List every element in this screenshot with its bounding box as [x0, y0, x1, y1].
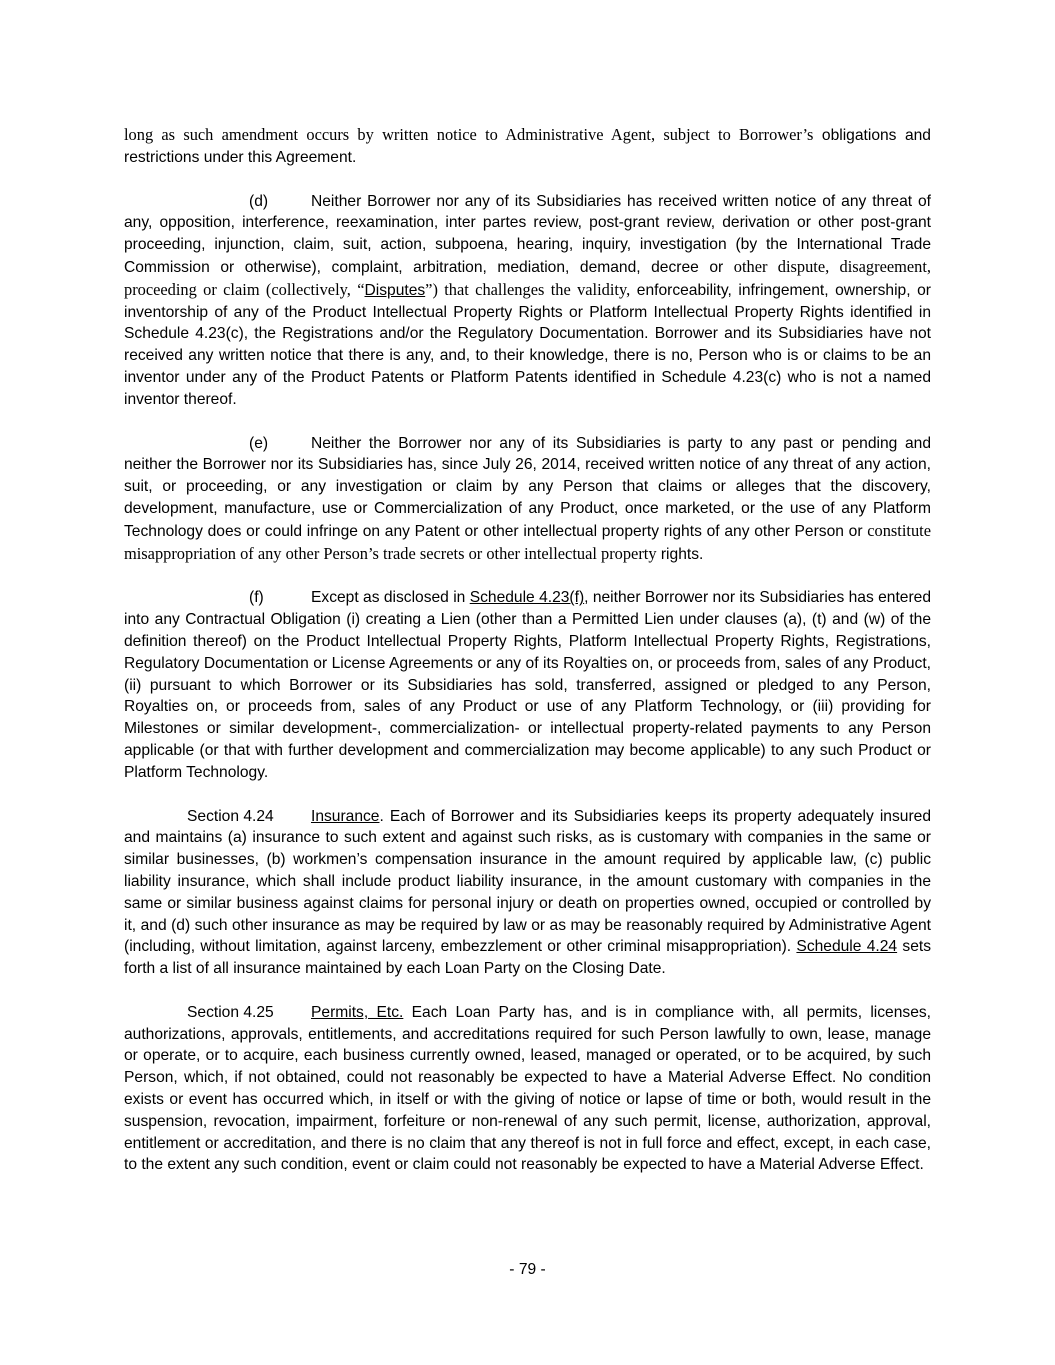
section-4-25-text: Each Loan Party has, and is in compliance with, all permits, licenses, authorizations, approvals, entitlements, and accreditations required for such Person lawfully to own, lease, manage or operate, or to acquire, each business currently owned, leased, managed or operated, or to be acquired, by such Person, which, if not obtained, could not reasonably be expected to have a Material Adverse Effect. No condition exists or event has occurred which, in itself or with the giving of notice or lapse of time or both, would result in the suspension, revocation, impairment, forfeiture or non-renewal of any such permit, license, authorization, approval, entitlement or accreditation, and there is no claim that any thereof is not in full force and effect, except, in each case, to the extent any such condition, event or claim could not reasonably be expected to have a Material Adverse Effect.: [124, 1003, 931, 1174]
schedule-4-24-reference: Schedule 4.24: [796, 938, 898, 956]
schedule-4-23f-reference: Schedule 4.23(f): [469, 589, 585, 607]
section-4-24-text-after: sets forth a list of all insurance maintained by each Loan Party on the Closing Date.: [124, 938, 932, 978]
section-4-24-text-before: . Each of Borrower and its Subsidiaries keeps its property adequately insured and maintains (a) insurance to such extent and against such risks, as is customary with companies in the same or similar businesses, (b) workmen’s compensation insurance in the amount required by applicable law, (c) public liability insurance, which shall include product liability insurance, in the amount customary with companies in the same or similar business against claims for personal injury or death on properties owned, occupied or controlled by it, and (d) such other insurance as may be required by law or as may be reasonably required by Administrative Agent (including, without limitation, against larceny, embezzlement or other criminal misappropriation).: [124, 807, 931, 956]
page-number: - 79 -: [509, 1261, 546, 1278]
item-e-text-after: rights.: [656, 545, 704, 563]
item-d-text-after: enforceability, infringement, ownership, or inventorship of any of the Product Intellectual Property Rights or Platform Intellectual Property Rights identified in Schedule 4.23(c), the Registrations and/or the Regulatory Documentation. Borrower and its Subsidiaries have not received any written notice that there is any, and, to their knowledge, there is no, Person who is or claims to be an inventor under any of the Product Patents or Platform Patents identified in Schedule 4.23(c) who is not a named inventor thereof.: [124, 281, 931, 408]
section-4-24-paragraph: [124, 806, 931, 980]
item-e-serif-text: constitute misappropriation of any other Person’s trade secrets or other intellectual property: [124, 520, 931, 563]
section-4-25-heading: Permits, Etc.: [311, 1003, 404, 1021]
item-d-serif-text-after: ”) that challenges the validity,: [425, 279, 631, 299]
item-f-text-after: , neither Borrower nor its Subsidiaries has entered into any Contractual Obligation (i) creating a Lien (other than a Permitted Lien under clauses (a), (t) and (w) of the definition thereof) on the Product Intellectual Property Rights, Platform Intellectual Property Rights, Registrations, Regulatory Documentation or License Agreements or any of its Royalties on, or proceeds from, sales of any Product, (ii) pursuant to which Borrower or its Subsidiaries has sold, transferred, assigned or pledged to any Person, Royalties on, or proceeds from, sales of any Product or use of any Platform Technology, or (iii) providing for Milestones or similar development-, commercialization- or intellectual property-related payments to any Person applicable (or that with further development and commercialization may become applicable) to any such Product or Platform Technology.: [124, 589, 931, 781]
item-f-label: (f): [249, 589, 264, 607]
item-f-text-before: Except as disclosed in: [311, 589, 470, 607]
section-4-25-label: Section 4.25: [187, 1003, 274, 1021]
section-4-24-heading: Insurance: [311, 807, 380, 825]
section-4-25-paragraph: [124, 1002, 931, 1176]
item-e-label: (e): [249, 434, 269, 452]
intro-paragraph: [124, 124, 931, 169]
item-d-serif-text: other dispute, disagreement, proceeding or claim (collectively, “: [124, 256, 931, 299]
item-d-label: (d): [249, 192, 269, 210]
item-f-paragraph: [124, 587, 931, 783]
defined-term-disputes: Disputes: [364, 281, 426, 299]
item-e-text-before: Neither the Borrower nor any of its Subsidiaries is party to any past or pending and neither the Borrower nor its Subsidiaries has, since July 26, 2014, received written notice of any threat of any action, suit, or proceeding, or any investigation or claim by any Person that claims or alleges that the discovery, development, manufacture, use or Commercialization of any Product, once marketed, or the use of any Platform Technology does or could infringe on any Patent or other intellectual property rights of any other Person or: [124, 434, 931, 540]
document-page: [124, 124, 931, 1176]
intro-line-1: long as such amendment occurs by written notice to Administrative Agent, subject to Borrower’s: [124, 125, 814, 144]
item-d-text-before: Neither Borrower nor any of its Subsidiaries has received written notice of any threat of any, opposition, interference, reexamination, inter partes review, post-grant review, derivation or other post-grant proceeding, injunction, claim, suit, action, subpoena, hearing, inquiry, investigation (by the International Trade Commission or otherwise), complaint, arbitration, mediation, demand, decree or: [124, 192, 931, 276]
intro-line-2: obligations and restrictions under this Agreement.: [124, 127, 931, 166]
section-4-24-label: Section 4.24: [187, 807, 274, 825]
item-e-paragraph: [124, 433, 931, 566]
item-d-paragraph: [124, 191, 931, 411]
